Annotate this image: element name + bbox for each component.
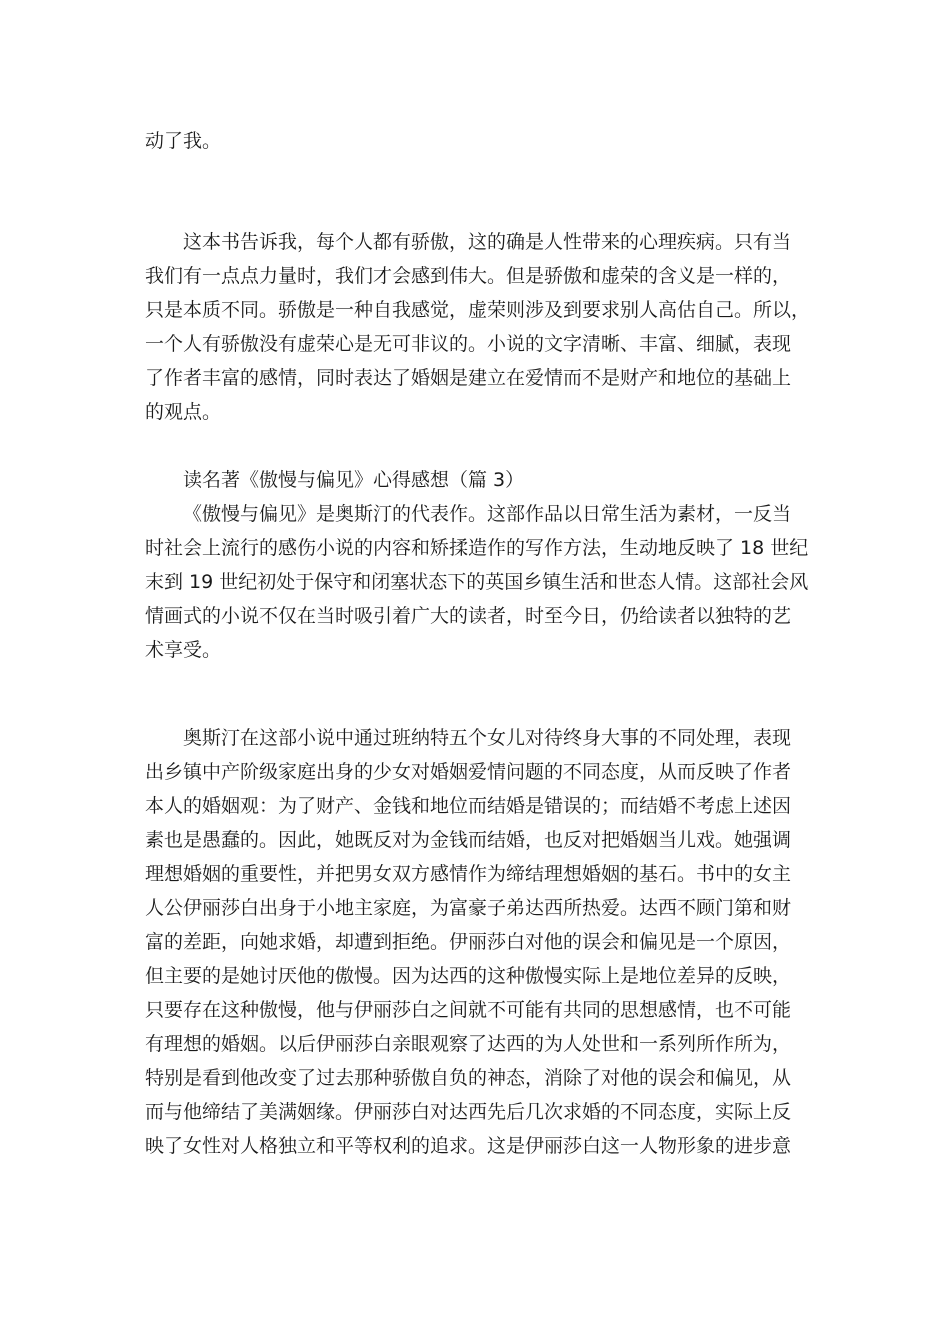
text-line: 本人的婚姻观：为了财产、金钱和地位而结婚是错误的；而结婚不考虑上述因 (145, 795, 792, 817)
text-line: 时社会上流行的感伤小说的内容和矫揉造作的写作方法，生动地反映了 18 世纪 (145, 537, 809, 559)
text-line: 富的差距，向她求婚，却遭到拒绝。伊丽莎白对他的误会和偏见是一个原因， (145, 931, 792, 953)
text-line: 末到 19 世纪初处于保守和闭塞状态下的英国乡镇生活和世态人情。这部社会风 (145, 571, 809, 593)
text-line: 这本书告诉我，每个人都有骄傲，这的确是人性带来的心理疾病。只有当 (183, 231, 792, 253)
text-line: 人公伊丽莎白出身于小地主家庭，为富豪子弟达西所热爱。达西不顾门第和财 (145, 897, 792, 919)
text-line: 但主要的是她讨厌他的傲慢。因为达西的这种傲慢实际上是地位差异的反映， (145, 965, 792, 987)
text-line: 动了我。 (145, 130, 222, 152)
section-heading: 读名著《傲慢与偏见》心得感想（篇 3） (183, 469, 525, 491)
text-line: 奥斯汀在这部小说中通过班纳特五个女儿对待终身大事的不同处理，表现 (183, 727, 792, 749)
text-line: 理想婚姻的重要性，并把男女双方感情作为缔结理想婚姻的基石。书中的女主 (145, 863, 792, 885)
text-line: 素也是愚蠢的。因此，她既反对为金钱而结婚，也反对把婚姻当儿戏。她强调 (145, 829, 792, 851)
text-line: 我们有一点点力量时，我们才会感到伟大。但是骄傲和虚荣的含义是一样的， (145, 265, 792, 287)
text-line: 的观点。 (145, 401, 222, 423)
text-line: 出乡镇中产阶级家庭出身的少女对婚姻爱情问题的不同态度，从而反映了作者 (145, 761, 792, 783)
text-line: 只要存在这种傲慢，他与伊丽莎白之间就不可能有共同的思想感情，也不可能 (145, 999, 792, 1021)
text-line: 《傲慢与偏见》是奥斯汀的代表作。这部作品以日常生活为素材，一反当 (183, 503, 792, 525)
text-line: 术享受。 (145, 639, 222, 661)
text-line: 了作者丰富的感情，同时表达了婚姻是建立在爱情而不是财产和地位的基础上 (145, 367, 792, 389)
text-line: 有理想的婚姻。以后伊丽莎白亲眼观察了达西的为人处世和一系列所作所为， (145, 1033, 792, 1055)
text-line: 映了女性对人格独立和平等权利的追求。这是伊丽莎白这一人物形象的进步意 (145, 1135, 792, 1157)
text-line: 特别是看到他改变了过去那种骄傲自负的神态，消除了对他的误会和偏见，从 (145, 1067, 792, 1089)
text-line: 而与他缔结了美满姻缘。伊丽莎白对达西先后几次求婚的不同态度，实际上反 (145, 1101, 792, 1123)
text-line: 情画式的小说不仅在当时吸引着广大的读者，时至今日，仍给读者以独特的艺 (145, 605, 792, 627)
text-line: 只是本质不同。骄傲是一种自我感觉，虚荣则涉及到要求别人高估自己。所以， (145, 299, 811, 321)
text-line: 一个人有骄傲没有虚荣心是无可非议的。小说的文字清晰、丰富、细腻，表现 (145, 333, 792, 355)
